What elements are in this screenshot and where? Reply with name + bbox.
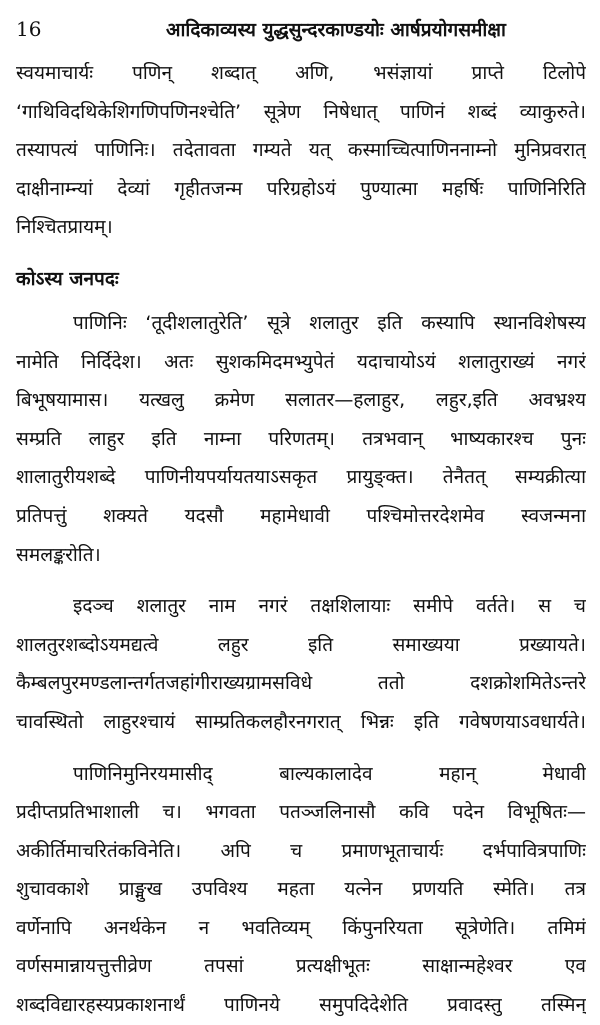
text-line: नामेति निर्दिदेश। अतः सुशकमिदमभ्युपेतं यदाचायोऽयं शलातुराख्यं नगरं xyxy=(16,350,586,373)
paragraph-4 xyxy=(16,755,586,1025)
text-line: शालतुरशब्दोऽयमद्यत्वे लहुर इति समाख्यया प्रख्यायते। xyxy=(16,633,586,656)
text-line: तस्यापत्यं पाणिनिः। तदेतावता गम्यते यत् कस्माच्चित्पाणिननाम्नो मुनिप्रवरात् xyxy=(16,139,586,162)
text-line: शब्दविद्यारहस्यप्रकाशनार्थं पाणिनये समुपदिदेशेति प्रवादस्तु तस्मिन् xyxy=(16,994,586,1017)
paragraph-spacer xyxy=(16,574,586,587)
text-line: इदञ्च शलातुर नाम नगरं तक्षशिलायाः समीपे वर्तते। स च xyxy=(73,595,586,618)
text-line: बिभूषयामास। यत्खलु क्रमेण सलातर—हलाहुर, लहुर,इति अवभ्रश्य xyxy=(16,389,586,412)
text-line: प्रतिपत्तुं शक्यते यदसौ महामेधावी पश्चिमोत्तरदेशमेव स्वजन्मना xyxy=(16,504,586,527)
text-line: पाणिनिमुनिरयमासीद् बाल्यकालादेव महान् मेधावी xyxy=(73,762,586,785)
text-line: दाक्षीनाम्न्यां देव्यां गृहीतजन्म परिग्रहोऽयं पुण्यात्मा महर्षिः पाणिनिरिति xyxy=(16,177,586,200)
section-heading: कोऽस्य जनपदः xyxy=(16,267,119,290)
paragraph-2 xyxy=(16,304,586,574)
text-line: वर्णसमान्नायत्तुत्तीव्रेण तपसां प्रत्यक्षीभूतः साक्षान्महेश्वर एव xyxy=(16,955,586,978)
paragraph-spacer xyxy=(16,742,586,755)
paragraph-3 xyxy=(16,587,586,741)
text-line: शुचावकाशे प्राङ्मुख उपविश्य महता यत्नेन प्रणयति स्मेति। तत्र xyxy=(16,878,586,901)
running-header xyxy=(16,16,586,50)
text-line: कैम्बलपुरमण्डलान्तर्गतजहांगीराख्यग्रामसविधे ततो दशक्रोशमितेऽन्तरे xyxy=(16,672,586,695)
text-line: अकीर्तिमाचरितंकविनेति। अपि च प्रमाणभूताचार्यः दर्भपावित्रपाणिः xyxy=(16,839,586,862)
running-title: आदिकाव्यस्य युद्धसुन्दरकाण्डयोः आर्षप्रयोगसमीक्षा xyxy=(166,19,506,41)
text-line: समलङ्करोति। xyxy=(16,543,101,566)
text-line: प्रदीप्तप्रतिभाशाली च। भगवता पतञ्जलिनासौ कवि पदेन विभूषितः— xyxy=(16,801,586,824)
page-number: 16 xyxy=(16,17,42,41)
text-line: निश्चितप्रायम्। xyxy=(16,216,113,239)
text-line: स्वयमाचार्यः पणिन् शब्दात् अणि, भसंज्ञायां प्राप्ते टिलोपे xyxy=(16,62,586,84)
text-line: चावस्थितो लाहुरश्चायं साम्प्रतिकलहौरनगरात् भिन्नः इति गवेषणयाऽवधार्यते। xyxy=(16,710,586,733)
text-line: पाणिनिः ‘तूदीशलातुरेति’ सूत्रे शलातुर इति कस्यापि स्थानविशेषस्य xyxy=(73,311,586,334)
paragraph-spacer xyxy=(16,247,586,260)
text-line: सम्प्रति लाहुर इति नाम्ना परिणतम्। तत्रभवान् भाष्यकारश्च पुनः xyxy=(16,427,586,450)
paragraph-1 xyxy=(16,54,586,247)
text-line: शालातुरीयशब्दे पाणिनीयपर्यायतयाऽसकृत प्रायुङ्क्त। तेनैतत् सम्यक्रीत्या xyxy=(16,466,586,489)
text-line: वर्णेनापि अनर्थकेन न भवतिव्यम् किंपुनरियता सूत्रेणेति। तमिमं xyxy=(16,916,586,939)
text-line: ‘गाथिविदथिकेशिगणिपणिनश्चेति’ सूत्रेण निषेधात् पाणिनं शब्दं व्याकुरुते। xyxy=(16,100,586,123)
